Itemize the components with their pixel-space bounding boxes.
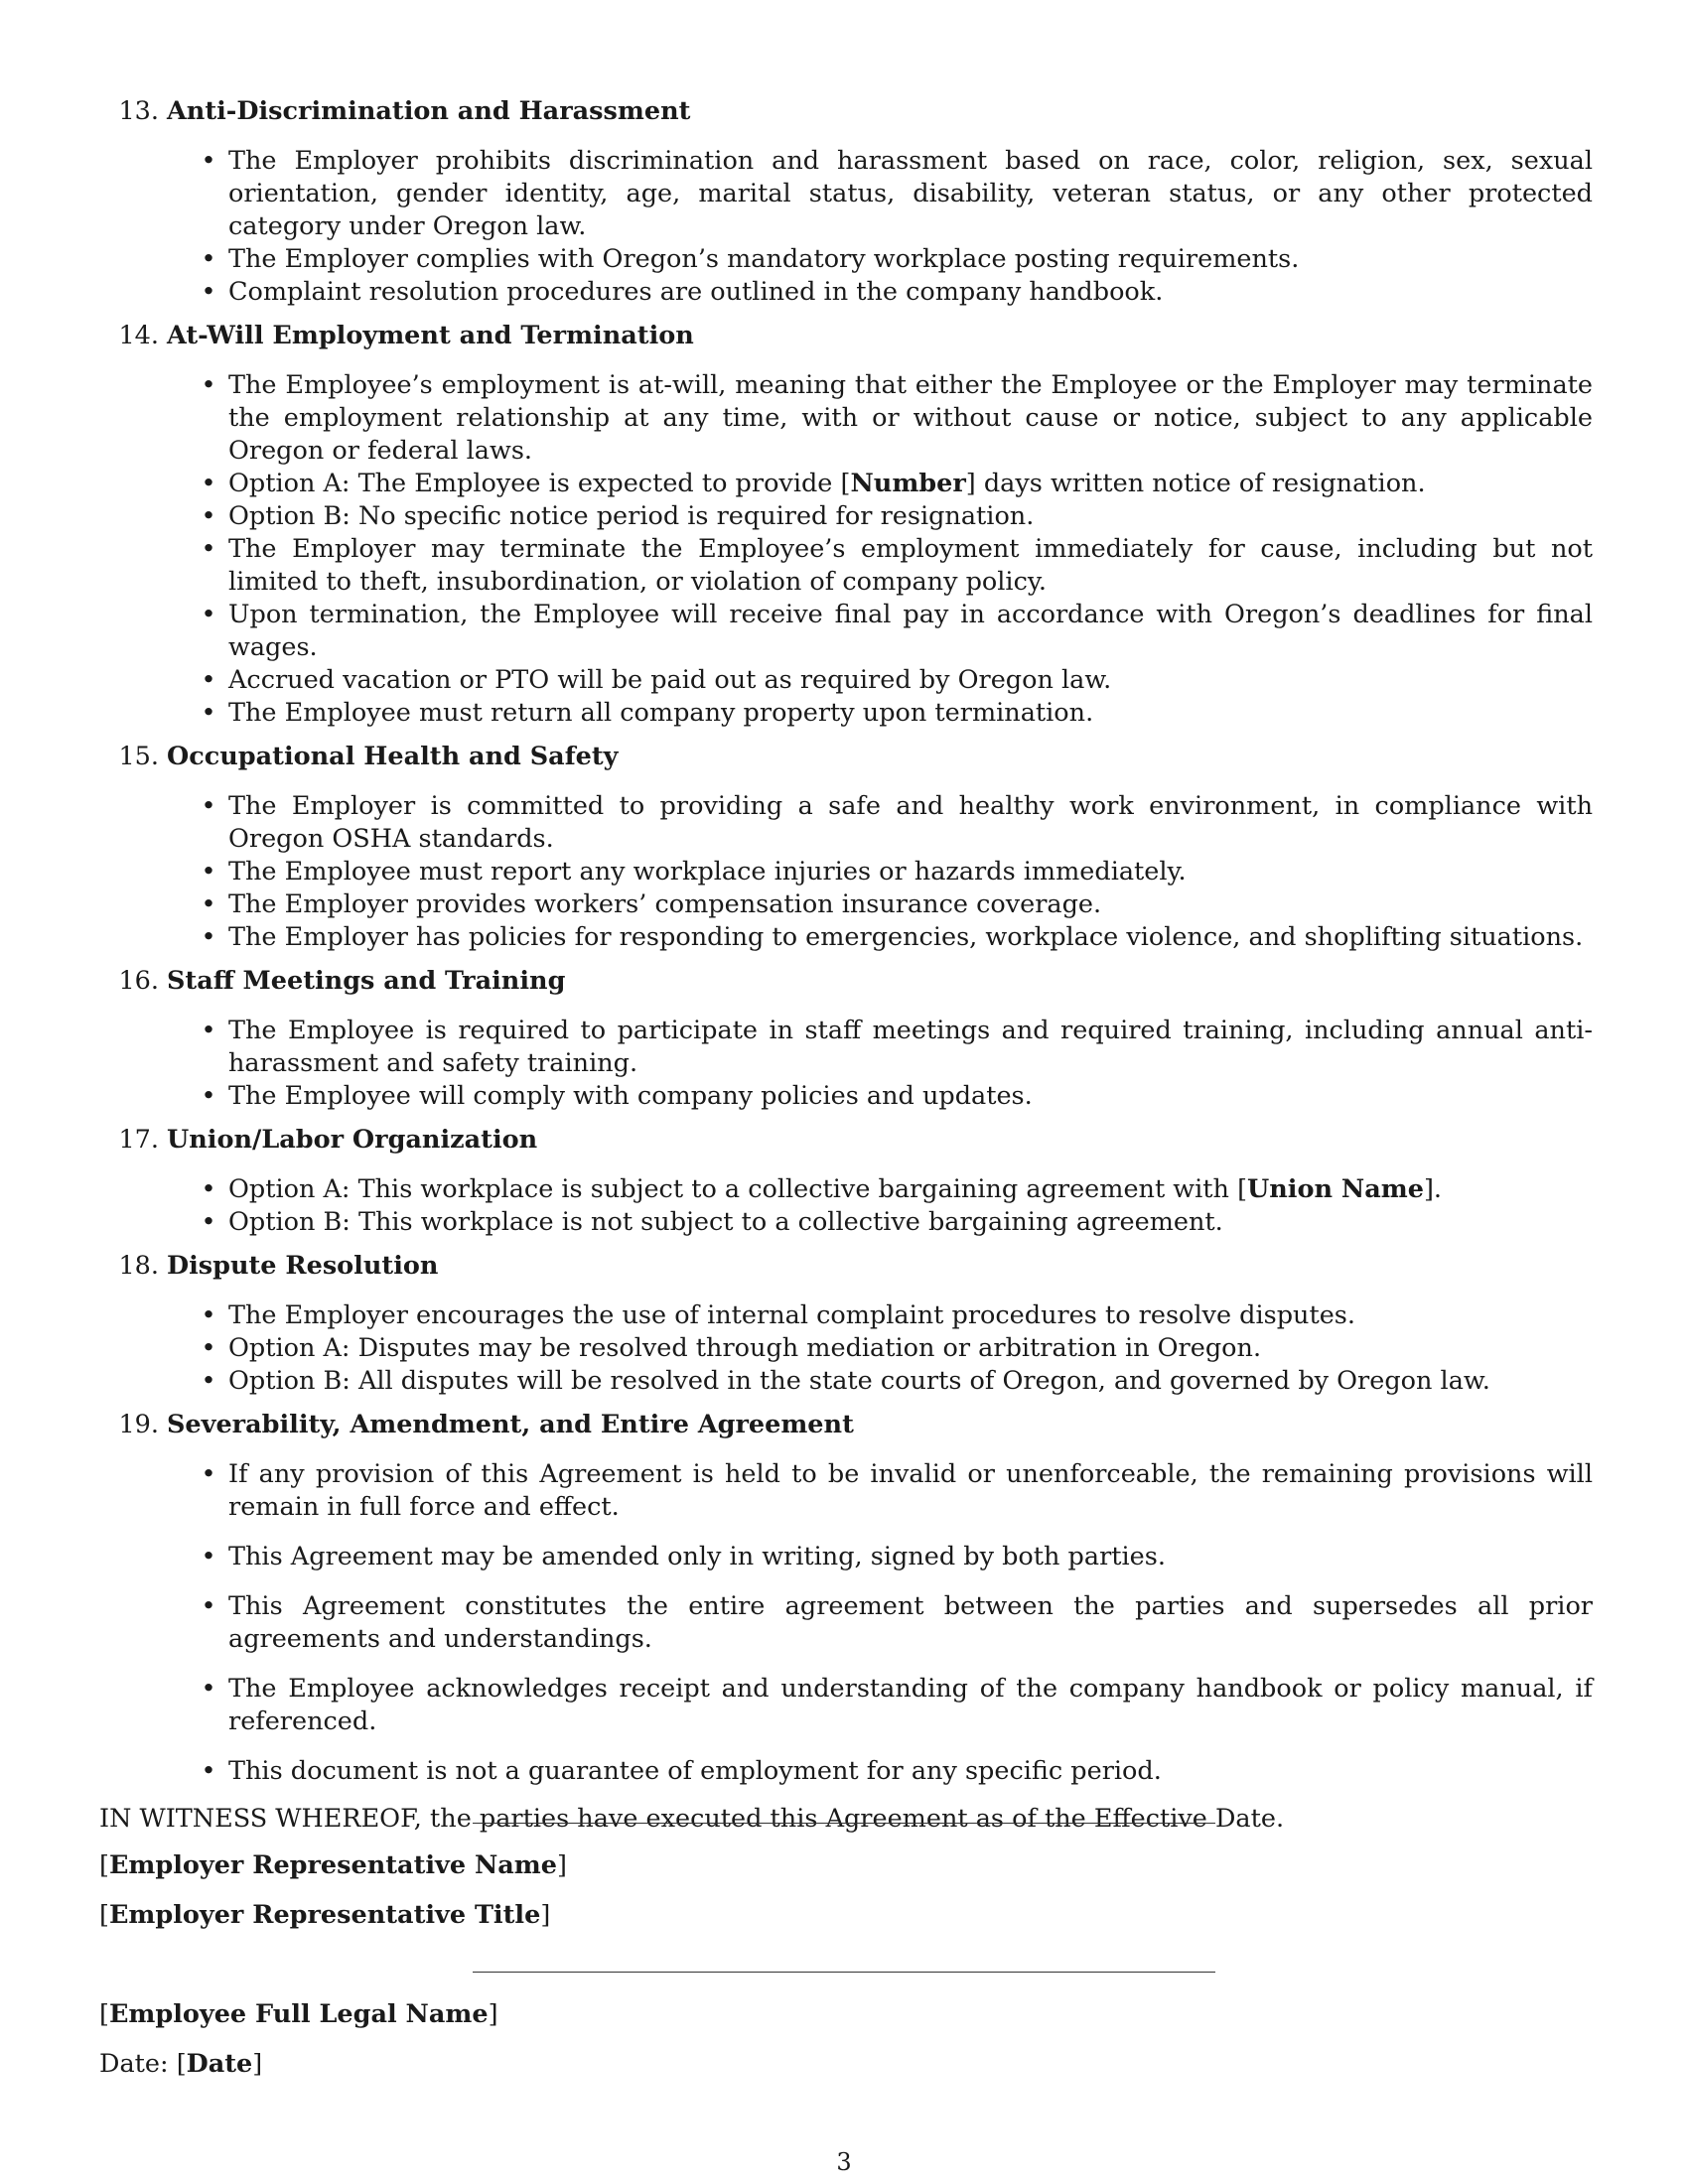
section-title: Severability, Amendment, and Entire Agreement [167,1410,854,1439]
section-heading [99,741,1597,773]
bullet-icon: • [201,501,216,531]
section-number: 18. [118,1251,159,1281]
bullet-icon: • [201,1756,216,1786]
section-number: 17. [118,1125,159,1155]
section-title: Dispute Resolution [167,1251,439,1281]
list-item-text: Option B: This workplace is not subject to a collective bargaining agreement. [228,1207,1223,1237]
list-item-text: The Employer may terminate the Employee’s employment immediately for cause, including but not limited to theft, insubordination, or violation of company policy. [228,534,1593,597]
bullet-icon: • [201,277,216,307]
list-item-text: This Agreement may be amended only in writing, signed by both parties. [228,1542,1166,1571]
agreement-body [99,95,1597,1836]
list-item [99,276,1597,309]
signature-date: Date: [Date] [99,2049,263,2079]
list-item-text: The Employee is required to participate in staff meetings and required training, including annual anti-harassment and safety training. [228,1016,1593,1078]
employer-signature-line [473,1823,1215,1824]
bullet-icon: • [201,534,216,564]
bullet-list [99,145,1597,309]
list-item-text: If any provision of this Agreement is held to be invalid or unenforceable, the remaining provisions will remain in full force and effect. [228,1459,1593,1522]
bullet-list [99,790,1597,954]
list-item [99,1673,1597,1738]
bullet-icon: • [201,1174,216,1204]
bullet-list [99,1015,1597,1113]
bullet-list [99,369,1597,730]
section-number: 15. [118,742,159,771]
section-16 [99,965,1597,1113]
section-heading [99,320,1597,352]
bullet-icon: • [201,1081,216,1111]
bullet-icon: • [201,1016,216,1045]
list-item-text: The Employer prohibits discrimination and harassment based on race, color, religion, sex, sexual orientation, gender identity, age, marital status, disability, veteran status, or any other protected category under Oregon law. [228,146,1593,241]
bullet-icon: • [201,370,216,400]
list-item-text: ]. [1423,1174,1443,1204]
employee-signature-line [473,1972,1215,1973]
bullet-list [99,1458,1597,1788]
list-item [99,1173,1597,1206]
bullet-icon: • [201,244,216,274]
bullet-icon: • [201,1366,216,1396]
section-heading [99,1250,1597,1283]
list-item-text: The Employer provides workers’ compensation insurance coverage. [228,889,1102,919]
bullet-icon: • [201,791,216,821]
list-item-text: Complaint resolution procedures are outlined in the company handbook. [228,277,1164,307]
employee-full-legal-name: [Employee Full Legal Name] [99,1999,498,2029]
bullet-icon: • [201,857,216,887]
list-item-text: Option A: Disputes may be resolved through mediation or arbitration in Oregon. [228,1333,1262,1363]
list-item [99,1332,1597,1365]
bullet-icon: • [201,665,216,695]
list-item [99,697,1597,730]
list-item [99,921,1597,954]
section-heading [99,1124,1597,1157]
section-number: 13. [118,96,159,126]
section-17 [99,1124,1597,1239]
section-heading [99,1409,1597,1441]
list-item [99,790,1597,856]
bullet-icon: • [201,698,216,728]
section-title: At-Will Employment and Termination [167,321,694,350]
list-item-text: The Employee acknowledges receipt and understanding of the company handbook or policy manual, if referenced. [228,1674,1593,1736]
list-item [99,856,1597,888]
employer-representative-name: [Employer Representative Name] [99,1850,567,1880]
bullet-icon: • [201,1591,216,1621]
bullet-list [99,1299,1597,1398]
section-title: Staff Meetings and Training [167,966,566,996]
bullet-icon: • [201,1459,216,1489]
section-18 [99,1250,1597,1398]
bullet-list [99,1173,1597,1239]
section-list [99,95,1597,1788]
list-item [99,1541,1597,1573]
section-13 [99,95,1597,309]
bullet-icon: • [201,146,216,176]
section-title: Anti-Discrimination and Harassment [167,96,691,126]
list-item-text: The Employee must return all company property upon termination. [228,698,1094,728]
list-item [99,599,1597,664]
list-item [99,145,1597,243]
list-item-text: The Employer is committed to providing a safe and healthy work environment, in compliance with Oregon OSHA standards. [228,791,1593,854]
list-item-text: The Employee will comply with company policies and updates. [228,1081,1033,1111]
list-item [99,533,1597,599]
list-item-text: ] days written notice of resignation. [965,469,1426,498]
bullet-icon: • [201,1674,216,1704]
witness-statement: IN WITNESS WHEREOF, the parties have executed this Agreement as of the Effective Date. [99,1804,1285,1834]
list-item [99,243,1597,276]
section-15 [99,741,1597,954]
list-item [99,1458,1597,1524]
list-item [99,1299,1597,1332]
section-19 [99,1409,1597,1788]
placeholder-field: Number [850,469,966,498]
section-heading [99,965,1597,998]
section-number: 14. [118,321,159,350]
list-item-text: Accrued vacation or PTO will be paid out as required by Oregon law. [228,665,1112,695]
bullet-icon: • [201,600,216,629]
list-item-text: Option A: This workplace is subject to a collective bargaining agreement with [ [228,1174,1248,1204]
list-item-text: Option B: All disputes will be resolved in the state courts of Oregon, and governed by Oregon law. [228,1366,1490,1396]
list-item [99,468,1597,500]
list-item-text: This document is not a guarantee of employment for any specific period. [228,1756,1162,1786]
list-item-text: The Employer encourages the use of internal complaint procedures to resolve disputes. [228,1300,1355,1330]
list-item [99,1015,1597,1080]
list-item-text: The Employee must report any workplace injuries or hazards immediately. [228,857,1187,887]
section-heading [99,95,1597,128]
section-title: Occupational Health and Safety [167,742,619,771]
section-title: Union/Labor Organization [167,1125,538,1155]
list-item [99,1365,1597,1398]
list-item [99,1590,1597,1656]
section-number: 19. [118,1410,159,1439]
bullet-icon: • [201,1300,216,1330]
list-item [99,1755,1597,1788]
list-item-text: Option A: The Employee is expected to provide [ [228,469,851,498]
bullet-icon: • [201,469,216,498]
list-item-text: Upon termination, the Employee will receive final pay in accordance with Oregon’s deadlines for final wages. [228,600,1593,662]
list-item [99,1206,1597,1239]
list-item-text: This Agreement constitutes the entire agreement between the parties and supersedes all prior agreements and understandings. [228,1591,1593,1654]
list-item-text: The Employer has policies for responding to emergencies, workplace violence, and shoplifting situations. [228,922,1584,952]
list-item-text: Option B: No specific notice period is required for resignation. [228,501,1035,531]
list-item-text: The Employee’s employment is at-will, meaning that either the Employee or the Employer may terminate the employment relationship at any time, with or without cause or notice, subject to any applicable Oregon or federal laws. [228,370,1593,466]
page-number: 3 [836,2148,852,2176]
list-item [99,664,1597,697]
bullet-icon: • [201,1542,216,1571]
list-item [99,888,1597,921]
section-14 [99,320,1597,730]
list-item-text: The Employer complies with Oregon’s mandatory workplace posting requirements. [228,244,1300,274]
bullet-icon: • [201,889,216,919]
list-item [99,1080,1597,1113]
list-item [99,500,1597,533]
bullet-icon: • [201,1333,216,1363]
section-number: 16. [118,966,159,996]
employer-representative-title: [Employer Representative Title] [99,1900,551,1930]
bullet-icon: • [201,1207,216,1237]
bullet-icon: • [201,922,216,952]
placeholder-field: Union Name [1247,1174,1424,1204]
list-item [99,369,1597,468]
